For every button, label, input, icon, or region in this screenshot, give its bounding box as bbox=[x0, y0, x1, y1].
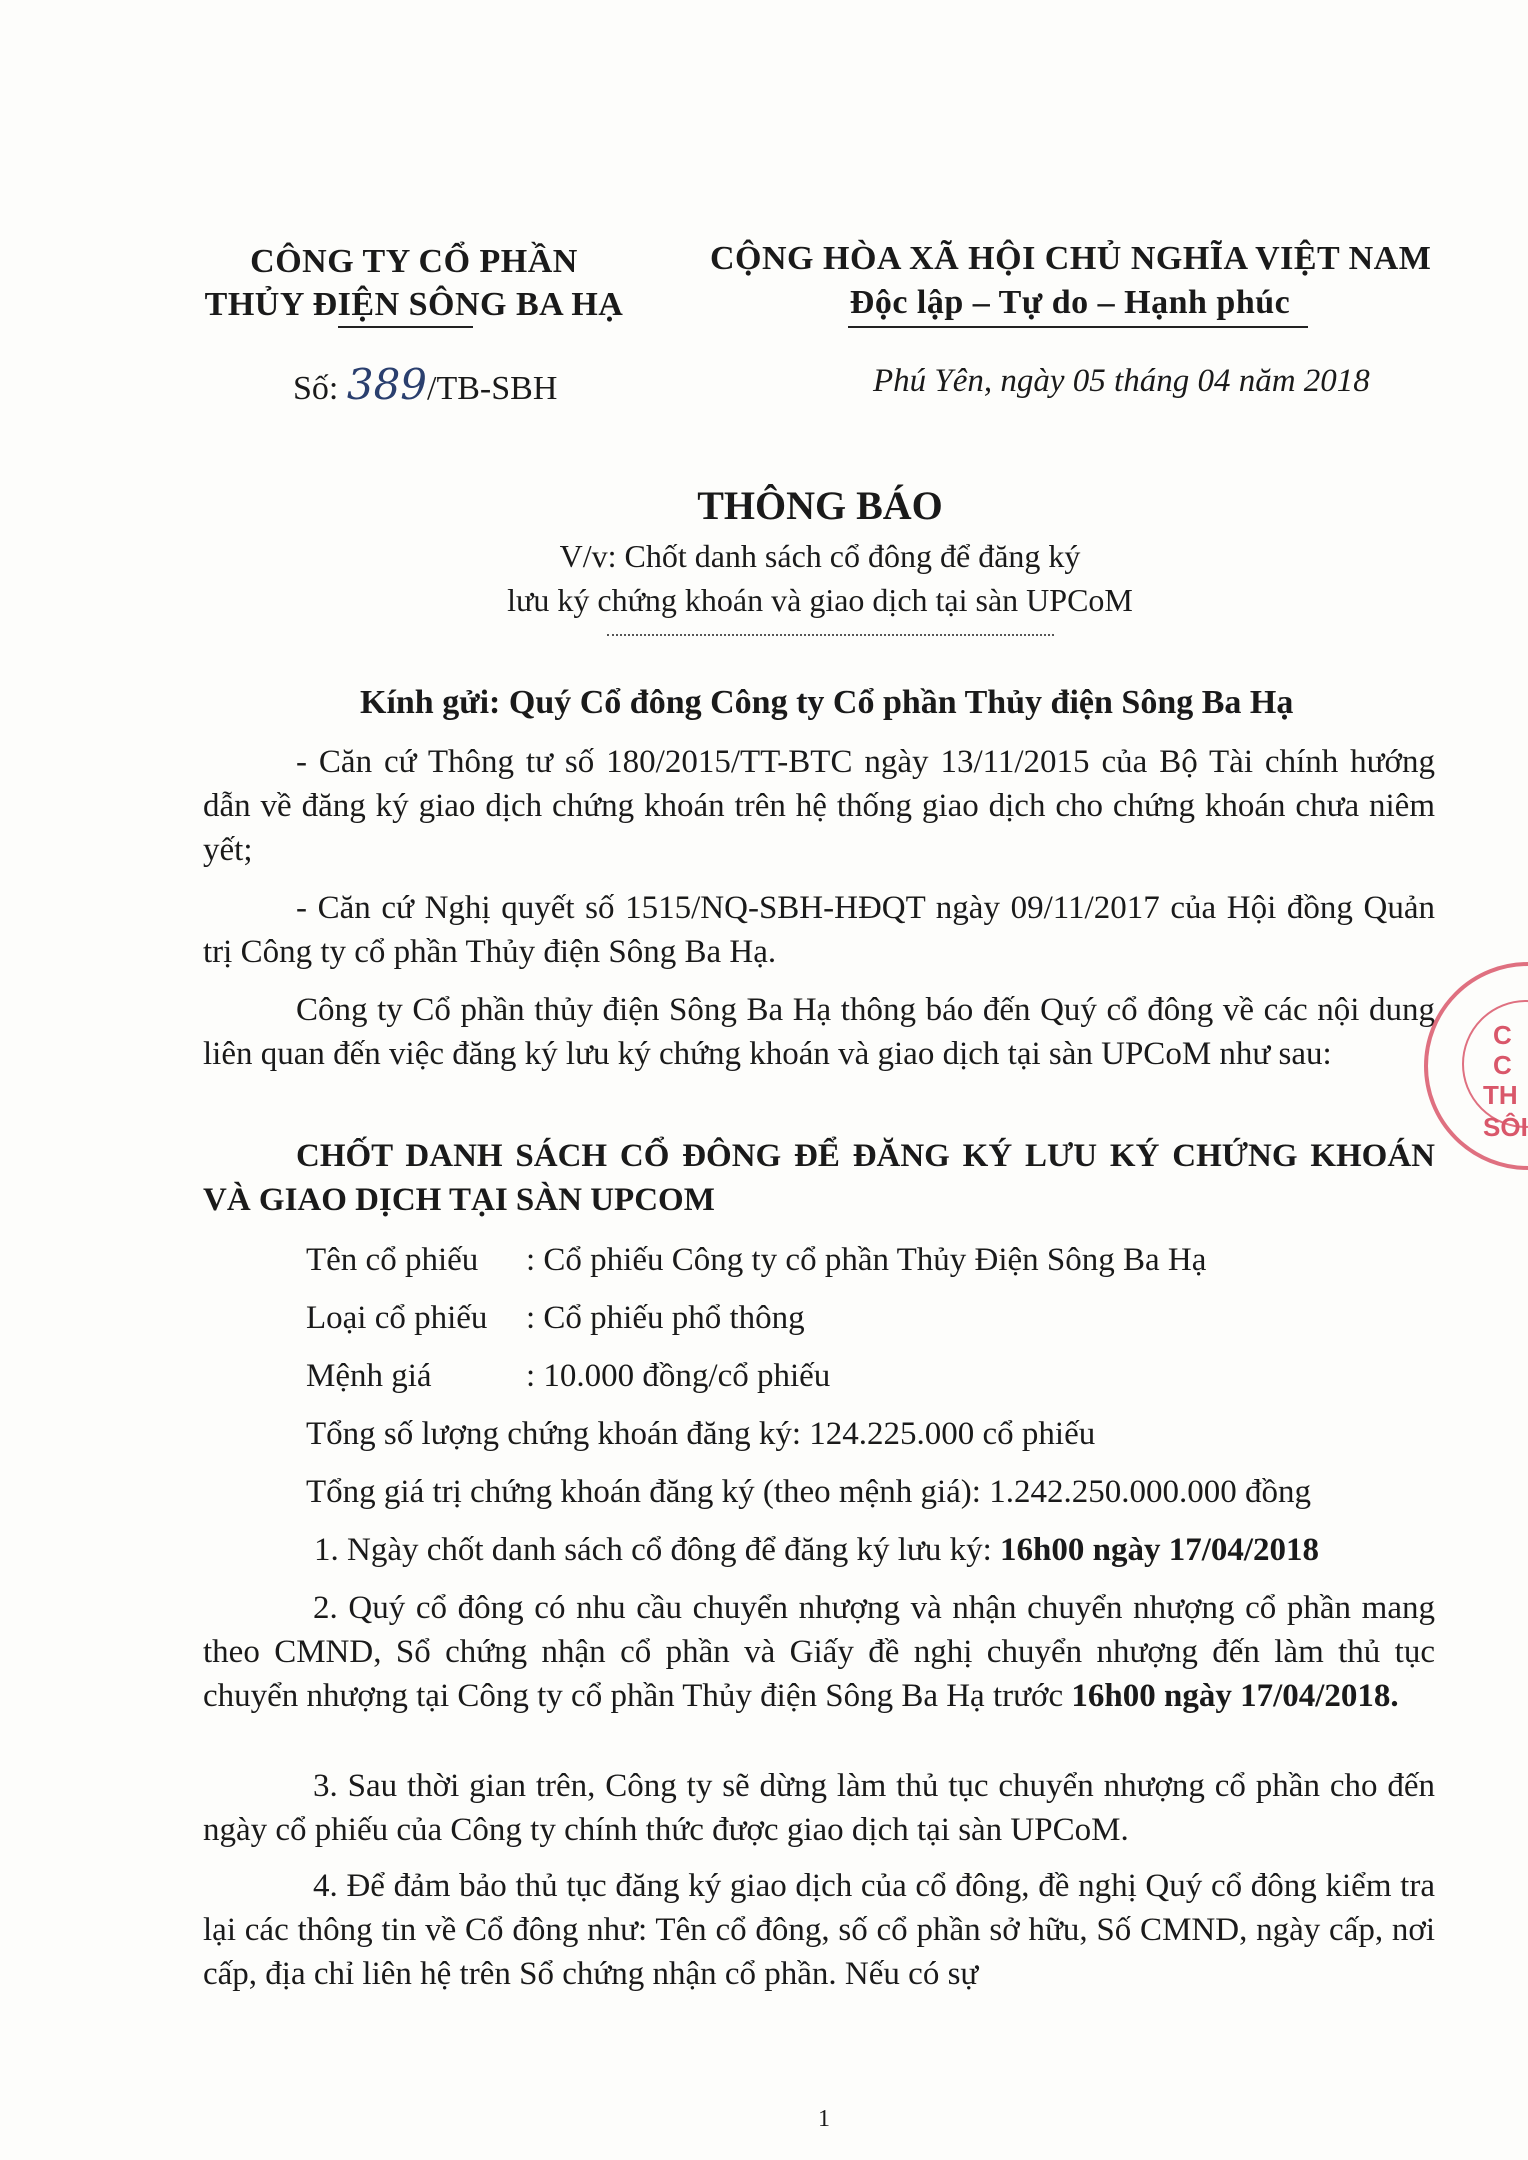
number-suffix: /TB-SBH bbox=[427, 370, 558, 407]
intro-text: Công ty Cổ phần thủy điện Sông Ba Hạ thông báo đến Quý cổ đông về các nội dung liên quan đến việc đăng ký lưu ký chứng khoán và giao dịch tại sàn UPCoM như sau: bbox=[203, 992, 1435, 1072]
seal-text-soi: SÔI bbox=[1483, 1112, 1528, 1142]
document-title: THÔNG BÁO bbox=[697, 483, 943, 528]
place-date: Phú Yên, ngày 05 tháng 04 năm 2018 bbox=[873, 363, 1370, 399]
stock-name-label: Tên cổ phiếu bbox=[306, 1242, 479, 1278]
stock-type-value: : Cổ phiếu phổ thông bbox=[526, 1300, 805, 1336]
item-2-text: 2. Quý cổ đông có nhu cầu chuyển nhượng và nhận chuyển nhượng cổ phần mang theo CMND, Sổ chứng nhận cổ phần và Giấy đề nghị chuyển nhượng đến làm thủ tục chuyển nhượng tại Công ty cổ phần Thủy điện Sông Ba Hạ trước bbox=[203, 1590, 1435, 1714]
motto-underline bbox=[848, 326, 1308, 328]
item-3 bbox=[203, 1764, 1435, 1852]
stock-type-label: Loại cổ phiếu bbox=[306, 1300, 488, 1336]
basis-paragraph-2 bbox=[203, 886, 1435, 974]
seal-text-th: TH bbox=[1483, 1080, 1518, 1110]
handwritten-number: 389 bbox=[346, 360, 428, 409]
par-value-value: : 10.000 đồng/cổ phiếu bbox=[526, 1358, 831, 1394]
document-number bbox=[293, 360, 557, 409]
subject-line1: V/v: Chốt danh sách cổ đông để đăng ký bbox=[559, 538, 1081, 574]
item-1 bbox=[314, 1528, 1319, 1572]
company-underline bbox=[338, 326, 473, 328]
greeting: Kính gửi: Quý Cổ đông Công ty Cổ phần Thủy điện Sông Ba Hạ bbox=[360, 684, 1294, 721]
basis-paragraph-1 bbox=[203, 740, 1435, 872]
basis-2-text: - Căn cứ Nghị quyết số 1515/NQ-SBH-HĐQT ngày 09/11/2017 của Hội đồng Quản trị Công ty cổ phần Thủy điện Sông Ba Hạ. bbox=[203, 890, 1435, 970]
stock-name-value: : Cổ phiếu Công ty cổ phần Thủy Điện Sông Ba Hạ bbox=[526, 1242, 1207, 1278]
item-4-text: 4. Để đảm bảo thủ tục đăng ký giao dịch của cổ đông, đề nghị Quý cổ đông kiểm tra lại các thông tin về Cổ đông như: Tên cổ đông, số cổ phần sở hữu, Số CMND, ngày cấp, nơi cấp, địa chỉ liên hệ trên Sổ chứng nhận cổ phần. Nếu có sự bbox=[203, 1868, 1435, 1992]
item-2 bbox=[203, 1586, 1435, 1718]
number-prefix: Số: bbox=[293, 370, 347, 407]
item-1-deadline: 16h00 ngày 17/04/2018 bbox=[1000, 1532, 1320, 1568]
section-heading bbox=[203, 1134, 1435, 1222]
company-name-line1: CÔNG TY CỔ PHẦN bbox=[250, 243, 578, 280]
motto: Độc lập – Tự do – Hạnh phúc bbox=[849, 284, 1291, 321]
item-1-text: 1. Ngày chốt danh sách cổ đông để đăng ký lưu ký: bbox=[314, 1532, 1000, 1568]
basis-1-text: - Căn cứ Thông tư số 180/2015/TT-BTC ngày 13/11/2015 của Bộ Tài chính hướng dẫn về đăng ký giao dịch chứng khoán trên hệ thống giao dịch cho chứng khoán chưa niêm yết; bbox=[203, 744, 1435, 868]
seal-text-c2: C bbox=[1493, 1050, 1512, 1080]
company-name-line2: THỦY ĐIỆN SÔNG BA HẠ bbox=[204, 286, 624, 323]
section-heading-text: CHỐT DANH SÁCH CỔ ĐÔNG ĐỂ ĐĂNG KÝ LƯU KÝ CHỨNG KHOÁN VÀ GIAO DỊCH TẠI SÀN UPCOM bbox=[203, 1138, 1435, 1218]
republic-title: CỘNG HÒA XÃ HỘI CHỦ NGHĨA VIỆT NAM bbox=[710, 240, 1432, 277]
item-2-deadline: 16h00 ngày 17/04/2018. bbox=[1071, 1678, 1399, 1714]
total-value: Tổng giá trị chứng khoán đăng ký (theo mệnh giá): 1.242.250.000.000 đồng bbox=[306, 1474, 1311, 1510]
page-number: 1 bbox=[818, 2106, 830, 2132]
item-3-text: 3. Sau thời gian trên, Công ty sẽ dừng làm thủ tục chuyển nhượng cổ phần cho đến ngày cổ phiếu của Công ty chính thức được giao dịch tại sàn UPCoM. bbox=[203, 1768, 1435, 1848]
seal-text-c1: C bbox=[1493, 1020, 1512, 1050]
intro-paragraph bbox=[203, 988, 1435, 1076]
subject-divider bbox=[607, 634, 1054, 636]
total-quantity: Tổng số lượng chứng khoán đăng ký: 124.225.000 cổ phiếu bbox=[306, 1416, 1096, 1452]
item-4 bbox=[203, 1864, 1435, 1996]
subject-line2: lưu ký chứng khoán và giao dịch tại sàn UPCoM bbox=[507, 582, 1133, 618]
par-value-label: Mệnh giá bbox=[306, 1358, 432, 1394]
